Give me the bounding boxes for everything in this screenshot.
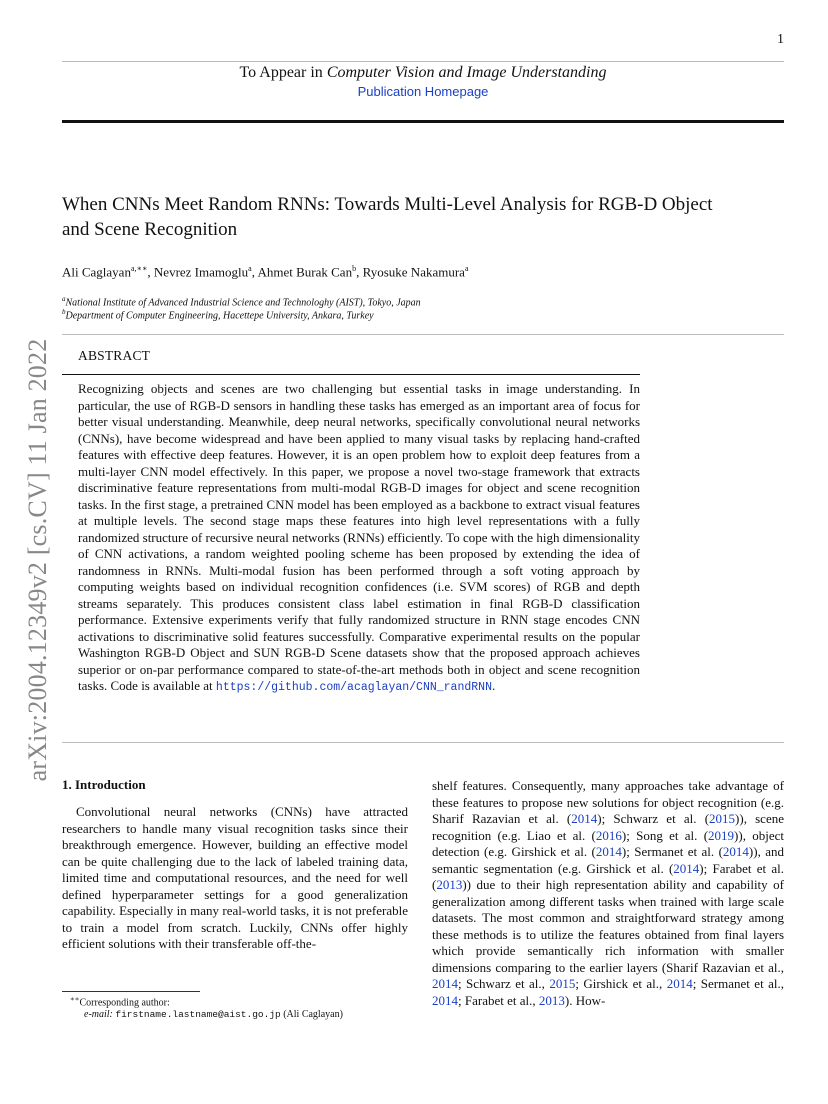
journal-name: Computer Vision and Image Understanding — [326, 64, 607, 81]
abstract-top-rule — [62, 334, 784, 335]
section-heading: 1. Introduction — [62, 777, 146, 792]
body-text: )), object detection (e.g. Girshick et al. ( — [432, 827, 785, 859]
citation-year-link[interactable]: 2015 — [709, 811, 736, 826]
header-bottom-rule — [62, 120, 784, 123]
citation-year-link[interactable]: 2014 — [571, 811, 598, 826]
author: Ryosuke Nakamura — [362, 264, 465, 280]
body-text: ); Farabet et al. ( — [432, 860, 785, 892]
affiliation: $^a$National Institute of Advanced Industrial Science and Technologhy (AIST), Tokyo, Japan — [62, 295, 421, 309]
intro-left-column: Convolutional neural networks (CNNs) have attracted researchers to handle many visual recognition tasks since their breakthrough emergence. However, building an effective model can be quite challenging due to the lack of labeled training data, limited time and computational resources, and the need for well defined hyperparameter settings for a good generalization capability. Especially in many real-world tasks, it is not preferable to train a model from scratch. Luckily, CNNs offer highly efficient solutions with their transferable off-the- — [62, 804, 408, 951]
body-text: ); Schwarz et al. ( — [597, 811, 710, 826]
body-text: ; Sermanet et al., — [692, 976, 784, 991]
body-text: )), scene recognition (e.g. Liao et al. ( — [432, 811, 784, 843]
citation-year-link[interactable]: 2014 — [595, 844, 622, 859]
page-number: 1 — [777, 32, 784, 47]
body-text: ; Farabet et al., — [458, 992, 539, 1008]
intro-right-column — [432, 778, 784, 1009]
header-prefix: To Appear in — [239, 64, 327, 81]
abstract-text: Recognizing objects and scenes are two challenging but essential tasks in image understanding. In particular, the use of RGB-D sensors in handling these tasks has emerged as an important area of focus for better visual understanding. Meanwhile, deep neural networks, specifically convolutional neural networks (CNNs), have become widespread and have been applied to many visual tasks by replacing hand-crafted features with effective deep features. However, it is an open problem how to exploit deep features from a multi-layer CNN model effectively. In this paper, we propose a novel two-stage framework that extracts discriminative feature representations from multi-modal RGB-D images for object and scene recognition tasks. In the first stage, a pretrained CNN model has been employed as a backbone to extract visual features at multiple levels. The second stage maps these features into high level representations with a fully randomized structure of recursive neural networks (RNNs) efficiently. To cope with the high dimensionality of CNN activations, a random weighted pooling scheme has been proposed by extending the idea of randomness in RNNs. Multi-modal fusion has been performed through a soft voting approach by computing weights based on individual recognition confidences (i.e. SVM scores) of RGB and depth streams separately. This produces consistent class label estimation in final RGB-D classification performance. Extensive experiments verify that fully randomized structure in RNN stage encodes CNN activations to discriminative solid features successfully. Comparative experimental results on the popular Washington RGB-D Object and SUN RGB-D Scene datasets show that the proposed approach achieves superior or on-par performance compared to state-of-the-art methods both in object and scene recognition tasks. Code is available at https://github.com/acaglayan/CNN_randRNN. — [78, 381, 640, 694]
author: Ali Caglayan — [62, 264, 131, 280]
abstract-heading-rule — [62, 374, 640, 375]
body-text: shelf features. Consequently, many approaches take advantage of these features to propose new solutions for object recognition (e.g. Sharif Razavian et al. ( — [432, 778, 784, 826]
abstract-heading: ABSTRACT — [78, 348, 151, 363]
footnote-corresponding: ∗∗Corresponding author: — [70, 995, 170, 1009]
arxiv-identifier: arXiv:2004.12349v2 [cs.CV] 11 Jan 2022 — [23, 338, 52, 782]
citation-year-link[interactable]: 2014 — [673, 860, 700, 876]
body-text: ). How- — [564, 992, 606, 1008]
body-text: ; Girshick et al., — [575, 976, 667, 991]
body-text: ); Sermanet et al. ( — [621, 844, 723, 859]
journal-header — [62, 64, 784, 82]
author-mark: b — [352, 264, 357, 273]
author: Ahmet Burak Can — [257, 264, 353, 280]
code-url-link[interactable]: https://github.com/acaglayan/CNN_randRNN — [215, 681, 492, 694]
author-mark: a — [248, 264, 252, 273]
header-top-rule — [62, 61, 784, 62]
citation-year-link[interactable]: 2015 — [549, 976, 576, 991]
citation-year-link[interactable]: 2014 — [722, 844, 749, 859]
author-mark: a,∗∗ — [130, 264, 148, 273]
publication-homepage-link[interactable]: Publication Homepage — [357, 84, 489, 99]
body-text: ); Song et al. ( — [621, 827, 709, 843]
affiliation: $^b$Department of Computer Engineering, Hacettepe University, Ankara, Turkey — [62, 308, 374, 322]
citation-year-link[interactable]: 2019 — [708, 827, 735, 843]
body-text: ; Schwarz et al., — [458, 976, 550, 991]
citation-year-link[interactable]: 2016 — [595, 827, 622, 843]
author-mark: a — [464, 264, 469, 273]
citation-year-link[interactable]: 2013 — [436, 877, 463, 892]
citation-year-link[interactable]: 2014 — [432, 992, 458, 1008]
arxiv-stamp — [20, 300, 56, 820]
citation-year-link[interactable]: 2014 — [432, 976, 458, 991]
footnote-rule — [62, 991, 200, 992]
paper-title: When CNNs Meet Random RNNs: Towards Multi-Level Analysis for RGB-D Object and Scene Recognition — [62, 194, 713, 240]
body-text: )) due to their high representation ability and capability of generalization among different tasks when trained with large scale datasets. The most common and straightforward strategy among these methods is to utilize the features obtained from final layers which provide semantically rich information with smaller dimensions comparing to the earlier layers (Sharif Razavian et al., — [432, 877, 784, 975]
citation-year-link[interactable]: 2013 — [538, 992, 565, 1008]
author-list: Ali Caglayan$^{a,∗∗}$, Nevrez Imamoglu$^a$, Ahmet Burak Can$^b$, Ryosuke Nakamura$^a$ — [62, 264, 469, 280]
citation-year-link[interactable]: 2014 — [666, 976, 693, 991]
footnote-email: e-mail: firstname.lastname@aist.go.jp (Ali Caglayan) — [84, 1009, 343, 1020]
author: Nevrez Imamoglu — [153, 264, 249, 280]
abstract-bottom-rule — [62, 742, 784, 743]
body-text: )), and semantic segmentation (e.g. Girshick et al. ( — [432, 844, 784, 876]
email-address: firstname.lastname@aist.go.jp — [115, 1009, 281, 1020]
